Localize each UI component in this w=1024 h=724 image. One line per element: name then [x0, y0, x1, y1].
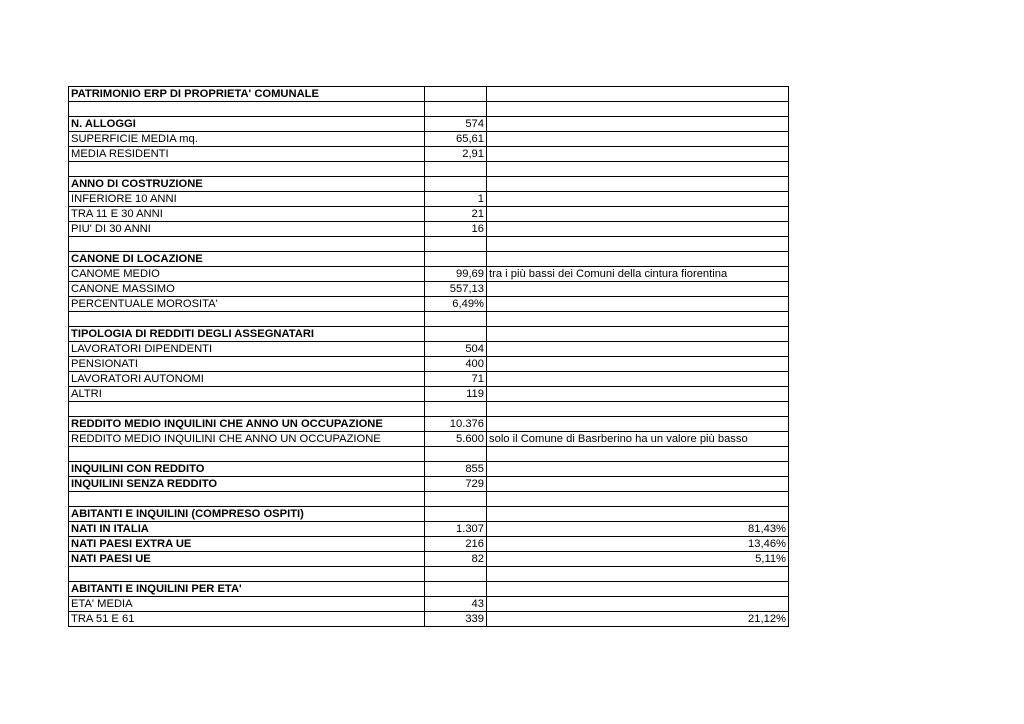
row-label-cell[interactable]: [69, 102, 425, 117]
row-value-cell[interactable]: 574: [425, 117, 487, 132]
row-value-cell[interactable]: 2,91: [425, 147, 487, 162]
row-value-cell[interactable]: [425, 507, 487, 522]
row-value-cell[interactable]: 1: [425, 192, 487, 207]
row-value-cell[interactable]: [425, 567, 487, 582]
table-row: [69, 447, 789, 462]
row-value-cell[interactable]: [425, 582, 487, 597]
row-label-cell[interactable]: CANONE DI LOCAZIONE: [69, 252, 425, 267]
row-note-cell[interactable]: [487, 447, 789, 462]
table-row: [69, 492, 789, 507]
row-value-cell[interactable]: [425, 102, 487, 117]
table-row: [69, 612, 789, 627]
row-value-cell[interactable]: 99,69: [425, 267, 487, 282]
table-row: [69, 372, 789, 387]
row-note-cell[interactable]: [487, 207, 789, 222]
row-value-cell[interactable]: 10.376: [425, 417, 487, 432]
row-value-cell[interactable]: [425, 327, 487, 342]
row-value-cell[interactable]: 729: [425, 477, 487, 492]
erp-data-table: [68, 86, 789, 627]
row-note-cell[interactable]: [487, 402, 789, 417]
row-label-cell[interactable]: SUPERFICIE MEDIA mq.: [69, 132, 425, 147]
row-value-cell[interactable]: [425, 312, 487, 327]
row-note-cell[interactable]: [487, 582, 789, 597]
row-label-cell[interactable]: INQUILINI SENZA REDDITO: [69, 477, 425, 492]
row-note-cell[interactable]: [487, 87, 789, 102]
row-note-cell[interactable]: [487, 117, 789, 132]
row-note-cell[interactable]: [487, 417, 789, 432]
row-note-cell[interactable]: [487, 237, 789, 252]
row-label-cell[interactable]: NATI PAESI EXTRA UE: [69, 537, 425, 552]
table-body: [69, 87, 789, 627]
table-row: [69, 192, 789, 207]
row-note-cell[interactable]: [487, 222, 789, 237]
row-value-cell[interactable]: 65,61: [425, 132, 487, 147]
table-row: [69, 147, 789, 162]
table-row: [69, 507, 789, 522]
row-value-cell[interactable]: 5.600: [425, 432, 487, 447]
table-row: [69, 237, 789, 252]
row-label-cell[interactable]: ABITANTI E INQUILINI PER ETA': [69, 582, 425, 597]
table-row: [69, 537, 789, 552]
row-value-cell[interactable]: [425, 87, 487, 102]
row-note-cell[interactable]: [487, 162, 789, 177]
table-row: [69, 597, 789, 612]
row-value-cell[interactable]: [425, 447, 487, 462]
table-row: [69, 222, 789, 237]
table-row: [69, 582, 789, 597]
table-row: [69, 327, 789, 342]
row-label-cell[interactable]: [69, 237, 425, 252]
row-label-cell[interactable]: [69, 312, 425, 327]
table-row: [69, 102, 789, 117]
table-row: [69, 567, 789, 582]
row-value-cell[interactable]: 557,13: [425, 282, 487, 297]
row-note-cell[interactable]: tra i più bassi dei Comuni della cintura fiorentina: [487, 267, 789, 282]
table-row: [69, 177, 789, 192]
row-note-cell[interactable]: [487, 597, 789, 612]
row-note-cell[interactable]: solo il Comune di Basrberino ha un valore più basso: [487, 432, 789, 447]
row-label-cell[interactable]: TRA 51 E 61: [69, 612, 425, 627]
row-label-cell[interactable]: REDDITO MEDIO INQUILINI CHE ANNO UN OCCUPAZIONE: [69, 432, 425, 447]
row-label-cell[interactable]: PERCENTUALE MOROSITA': [69, 297, 425, 312]
table-row: [69, 132, 789, 147]
table-row: [69, 282, 789, 297]
table-row: [69, 267, 789, 282]
row-label-cell[interactable]: INQUILINI CON REDDITO: [69, 462, 425, 477]
row-value-cell[interactable]: 1.307: [425, 522, 487, 537]
row-label-cell[interactable]: TRA 11 E 30 ANNI: [69, 207, 425, 222]
row-label-cell[interactable]: [69, 447, 425, 462]
row-value-cell[interactable]: 119: [425, 387, 487, 402]
row-label-cell[interactable]: CANONE MASSIMO: [69, 282, 425, 297]
row-note-cell[interactable]: [487, 372, 789, 387]
row-label-cell[interactable]: N. ALLOGGI: [69, 117, 425, 132]
row-label-cell[interactable]: REDDITO MEDIO INQUILINI CHE ANNO UN OCCUPAZIONE: [69, 417, 425, 432]
row-value-cell[interactable]: 339: [425, 612, 487, 627]
row-note-cell[interactable]: [487, 132, 789, 147]
row-label-cell[interactable]: PIU' DI 30 ANNI: [69, 222, 425, 237]
row-value-cell[interactable]: 43: [425, 597, 487, 612]
table-row: [69, 462, 789, 477]
row-value-cell[interactable]: 16: [425, 222, 487, 237]
row-value-cell[interactable]: 855: [425, 462, 487, 477]
table-row: [69, 297, 789, 312]
row-value-cell[interactable]: 6,49%: [425, 297, 487, 312]
row-note-cell[interactable]: [487, 192, 789, 207]
row-value-cell[interactable]: 82: [425, 552, 487, 567]
row-label-cell[interactable]: LAVORATORI AUTONOMI: [69, 372, 425, 387]
table-row: [69, 252, 789, 267]
row-value-cell[interactable]: [425, 177, 487, 192]
row-note-cell[interactable]: [487, 147, 789, 162]
row-label-cell[interactable]: [69, 492, 425, 507]
row-note-cell[interactable]: [487, 507, 789, 522]
row-value-cell[interactable]: 21: [425, 207, 487, 222]
row-note-cell[interactable]: [487, 327, 789, 342]
table-row: [69, 387, 789, 402]
row-percent-cell[interactable]: 13,46%: [487, 537, 789, 552]
row-note-cell[interactable]: [487, 282, 789, 297]
row-note-cell[interactable]: [487, 492, 789, 507]
row-value-cell[interactable]: [425, 252, 487, 267]
row-label-cell[interactable]: [69, 402, 425, 417]
table-row: [69, 162, 789, 177]
row-value-cell[interactable]: 504: [425, 342, 487, 357]
table-row: [69, 432, 789, 447]
row-note-cell[interactable]: [487, 567, 789, 582]
row-label-cell[interactable]: PATRIMONIO ERP DI PROPRIETA' COMUNALE: [69, 87, 425, 102]
row-label-cell[interactable]: PENSIONATI: [69, 357, 425, 372]
table-row: [69, 117, 789, 132]
row-label-cell[interactable]: INFERIORE 10 ANNI: [69, 192, 425, 207]
row-note-cell[interactable]: [487, 177, 789, 192]
row-label-cell[interactable]: ABITANTI E INQUILINI (COMPRESO OSPITI): [69, 507, 425, 522]
row-label-cell[interactable]: TIPOLOGIA DI REDDITI DEGLI ASSEGNATARI: [69, 327, 425, 342]
table-row: [69, 357, 789, 372]
row-note-cell[interactable]: [487, 297, 789, 312]
row-percent-cell[interactable]: 21,12%: [487, 612, 789, 627]
table-row: [69, 312, 789, 327]
row-label-cell[interactable]: LAVORATORI DIPENDENTI: [69, 342, 425, 357]
row-percent-cell[interactable]: 81,43%: [487, 522, 789, 537]
table-row: [69, 477, 789, 492]
row-label-cell[interactable]: [69, 162, 425, 177]
row-note-cell[interactable]: [487, 312, 789, 327]
table-row: [69, 522, 789, 537]
table-row: [69, 342, 789, 357]
table-row: [69, 207, 789, 222]
row-note-cell[interactable]: [487, 477, 789, 492]
row-note-cell[interactable]: [487, 357, 789, 372]
row-label-cell[interactable]: MEDIA RESIDENTI: [69, 147, 425, 162]
row-label-cell[interactable]: CANOME MEDIO: [69, 267, 425, 282]
row-label-cell[interactable]: ETA' MEDIA: [69, 597, 425, 612]
row-label-cell[interactable]: [69, 567, 425, 582]
row-label-cell[interactable]: ANNO DI COSTRUZIONE: [69, 177, 425, 192]
row-value-cell[interactable]: [425, 162, 487, 177]
row-note-cell[interactable]: [487, 342, 789, 357]
table-row: [69, 417, 789, 432]
spreadsheet-table: [68, 86, 788, 627]
row-value-cell[interactable]: [425, 402, 487, 417]
row-note-cell[interactable]: [487, 462, 789, 477]
row-value-cell[interactable]: 71: [425, 372, 487, 387]
row-value-cell[interactable]: [425, 237, 487, 252]
row-note-cell[interactable]: [487, 387, 789, 402]
table-row: [69, 402, 789, 417]
row-label-cell[interactable]: NATI IN ITALIA: [69, 522, 425, 537]
table-row: [69, 552, 789, 567]
row-percent-cell[interactable]: 5,11%: [487, 552, 789, 567]
row-label-cell[interactable]: NATI PAESI UE: [69, 552, 425, 567]
row-value-cell[interactable]: [425, 492, 487, 507]
row-value-cell[interactable]: 216: [425, 537, 487, 552]
row-value-cell[interactable]: 400: [425, 357, 487, 372]
row-label-cell[interactable]: ALTRI: [69, 387, 425, 402]
table-row: [69, 87, 789, 102]
row-note-cell[interactable]: [487, 252, 789, 267]
row-note-cell[interactable]: [487, 102, 789, 117]
